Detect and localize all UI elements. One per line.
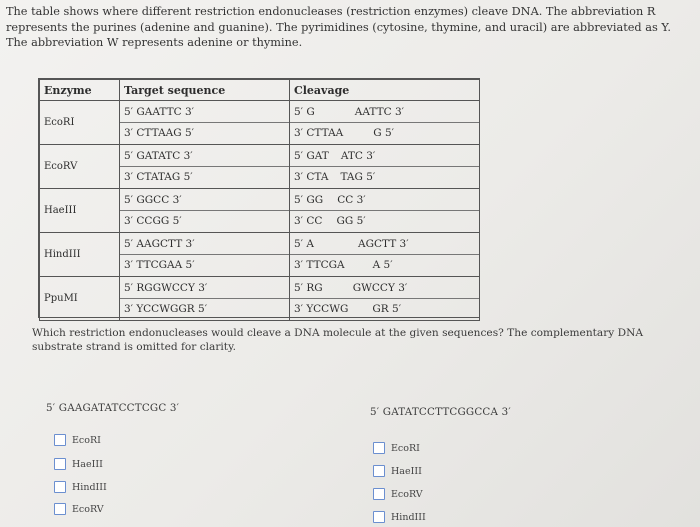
header-enzyme: Enzyme (40, 80, 120, 101)
target-sequence: 5′ GAATTC 3′ 3′ CTTAAG 5′ (120, 101, 290, 145)
question-text: Which restriction endonucleases would cleave a DNA molecule at the given sequences? The complementary DNA substrate strand is omitted for clarity. (32, 327, 644, 353)
checkbox[interactable] (373, 511, 385, 523)
cleavage-site: 5′ GAT ATC 3′ 3′ CTA TAG 5′ (290, 145, 480, 189)
option-label: HindIII (391, 511, 426, 523)
option-label: EcoRI (391, 442, 420, 454)
target-sequence: 5′ GATATC 3′ 3′ CTATAG 5′ (120, 145, 290, 189)
enzyme-table (38, 78, 480, 318)
header-cleavage: Cleavage (290, 80, 480, 101)
option-seq1-2[interactable] (54, 458, 103, 470)
table-row (40, 189, 480, 233)
enzyme-name: HaeIII (40, 189, 120, 233)
checkbox[interactable] (373, 465, 385, 477)
checkbox[interactable] (54, 481, 66, 493)
sequence-1: 5′ GAAGATATCCTCGC 3′ (46, 402, 180, 414)
option-label: HaeIII (391, 465, 422, 477)
option-seq2-3[interactable] (373, 488, 423, 500)
enzyme-name: PpuMI (40, 277, 120, 321)
option-label: HindIII (72, 481, 107, 493)
checkbox[interactable] (373, 488, 385, 500)
target-sequence: 5′ AAGCTT 3′ 3′ TTCGAA 5′ (120, 233, 290, 277)
option-seq1-4[interactable] (54, 503, 104, 515)
cleavage-site: 5′ A AGCTT 3′ 3′ TTCGA A 5′ (290, 233, 480, 277)
option-label: EcoRI (72, 434, 101, 446)
checkbox[interactable] (54, 434, 66, 446)
checkbox[interactable] (54, 503, 66, 515)
cleavage-site: 5′ G AATTC 3′ 3′ CTTAA G 5′ (290, 101, 480, 145)
checkbox[interactable] (54, 458, 66, 470)
option-seq2-1[interactable] (373, 442, 420, 454)
target-sequence: 5′ GGCC 3′ 3′ CCGG 5′ (120, 189, 290, 233)
option-label: EcoRV (72, 503, 104, 515)
cleavage-site: 5′ RG GWCCY 3′ 3′ YCCWG GR 5′ (290, 277, 480, 321)
option-seq1-3[interactable] (54, 481, 107, 493)
enzyme-name: EcoRI (40, 101, 120, 145)
table-row (40, 277, 480, 321)
option-seq1-1[interactable] (54, 434, 101, 446)
option-label: HaeIII (72, 458, 103, 470)
question-intro: The table shows where different restriction endonucleases (restriction enzymes) cleave DNA. The abbreviation R represents the purines (adenine and guanine). The pyrimidines (cytosine, thymine, and uracil) are abbreviated as Y. The abbreviation W represents adenine or thymine. (6, 5, 671, 49)
target-sequence: 5′ RGGWCCY 3′ 3′ YCCWGGR 5′ (120, 277, 290, 321)
enzyme-name: EcoRV (40, 145, 120, 189)
cleavage-site: 5′ GG CC 3′ 3′ CC GG 5′ (290, 189, 480, 233)
option-seq2-4[interactable] (373, 511, 426, 523)
enzyme-name: HindIII (40, 233, 120, 277)
header-target-sequence: Target sequence (120, 80, 290, 101)
option-seq2-2[interactable] (373, 465, 422, 477)
table-row (40, 101, 480, 145)
table-row (40, 145, 480, 189)
checkbox[interactable] (373, 442, 385, 454)
table-row (40, 233, 480, 277)
option-label: EcoRV (391, 488, 423, 500)
sequence-2: 5′ GATATCCTTCGGCCA 3′ (370, 406, 511, 418)
